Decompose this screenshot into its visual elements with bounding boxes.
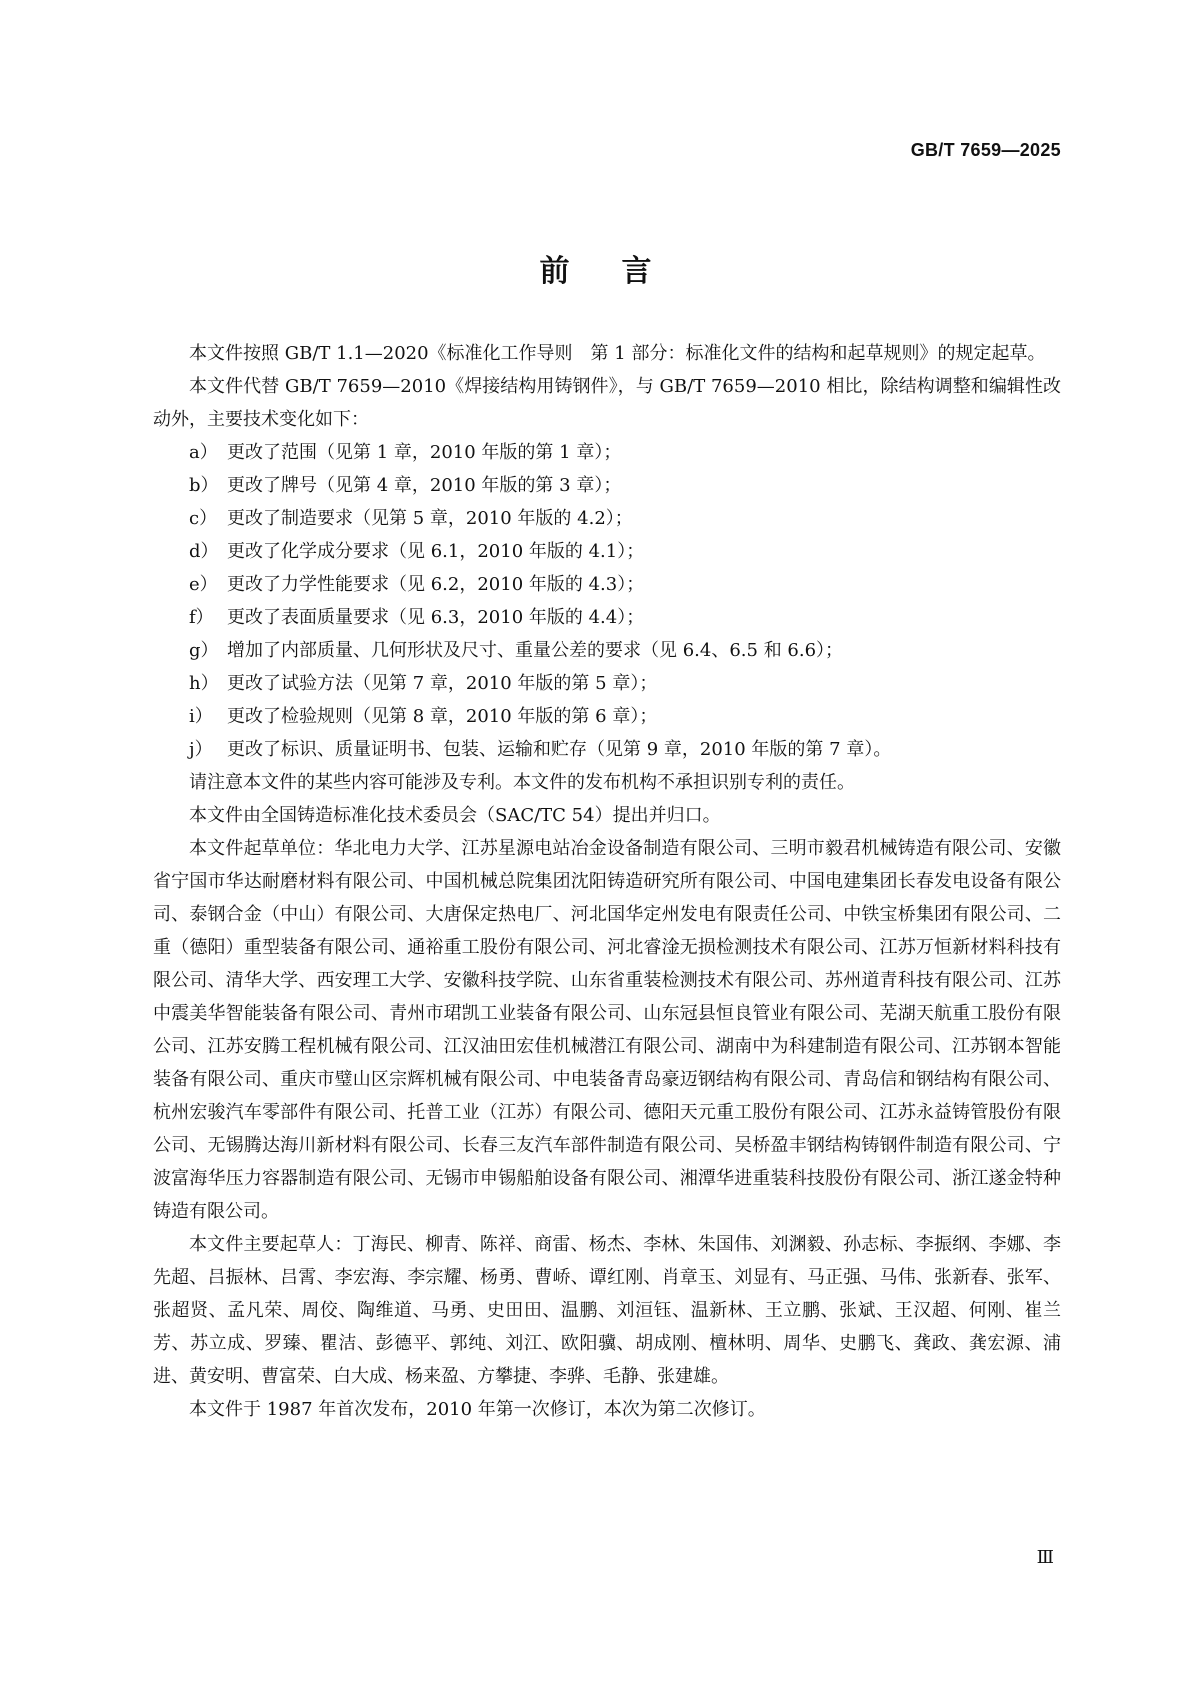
list-item-text: 更改了标识、质量证明书、包装、运输和贮存（见第 9 章，2010 年版的第 7 章）。 bbox=[227, 739, 892, 760]
intro-paragraph: 本文件按照 GB/T 1.1—2020《标准化工作导则 第 1 部分：标准化文件的结构和起草规则》的规定起草。 bbox=[189, 343, 1046, 364]
list-item bbox=[153, 601, 1061, 634]
list-item-text: 更改了检验规则（见第 8 章，2010 年版的第 6 章）； bbox=[227, 706, 658, 727]
document-body bbox=[153, 337, 1061, 1426]
patent-notice-paragraph: 请注意本文件的某些内容可能涉及专利。本文件的发布机构不承担识别专利的责任。 bbox=[189, 772, 855, 793]
list-marker: f） bbox=[189, 607, 214, 628]
drafters-paragraph: 本文件主要起草人：丁海民、柳青、陈祥、商雷、杨杰、李林、朱国伟、刘渊毅、孙志标、李振纲、李娜、李先超、吕振林、吕霄、李宏海、李宗耀、杨勇、曹峤、谭红刚、肖章玉、刘显有、马正强、马伟、张新春、张军、张超贤、孟凡荣、周佼、陶维道、马勇、史田田、温鹏、刘洹钰、温新林、王立鹏、张斌、王汉超、何刚、崔兰芳、苏立成、罗臻、瞿洁、彭德平、郭纯、刘江、欧阳骥、胡成刚、檀林明、周华、史鹏飞、龚政、龚宏源、浦进、黄安明、曹富荣、白大成、杨来盈、方攀捷、李骅、毛静、张建雄。 bbox=[153, 1234, 1061, 1387]
list-item bbox=[153, 634, 1061, 667]
list-item-text: 增加了内部质量、几何形状及尺寸、重量公差的要求（见 6.4、6.5 和 6.6）； bbox=[227, 640, 844, 661]
list-item-text: 更改了范围（见第 1 章，2010 年版的第 1 章）； bbox=[227, 442, 622, 463]
list-marker: d） bbox=[189, 541, 219, 562]
list-item-text: 更改了表面质量要求（见 6.3，2010 年版的 4.4）； bbox=[227, 607, 645, 628]
list-item bbox=[153, 436, 1061, 469]
list-marker: c） bbox=[189, 508, 218, 529]
list-marker: e） bbox=[189, 574, 218, 595]
list-marker: a） bbox=[189, 442, 218, 463]
list-marker: b） bbox=[189, 475, 219, 496]
list-item-text: 更改了牌号（见第 4 章，2010 年版的第 3 章）； bbox=[227, 475, 622, 496]
list-item bbox=[153, 502, 1061, 535]
list-marker: g） bbox=[189, 640, 219, 661]
document-code: GB/T 7659—2025 bbox=[910, 140, 1061, 160]
changes-list bbox=[153, 436, 1061, 766]
list-item-text: 更改了制造要求（见第 5 章，2010 年版的 4.2）； bbox=[227, 508, 633, 529]
list-item bbox=[153, 568, 1061, 601]
list-item bbox=[153, 667, 1061, 700]
drafting-units-paragraph: 本文件起草单位：华北电力大学、江苏星源电站冶金设备制造有限公司、三明市毅君机械铸造有限公司、安徽省宁国市华达耐磨材料有限公司、中国机械总院集团沈阳铸造研究所有限公司、中国电建集团长春发电设备有限公司、泰钢合金（中山）有限公司、大唐保定热电厂、河北国华定州发电有限责任公司、中铁宝桥集团有限公司、二重（德阳）重型装备有限公司、通裕重工股份有限公司、河北睿淦无损检测技术有限公司、江苏万恒新材料科技有限公司、清华大学、西安理工大学、安徽科技学院、山东省重装检测技术有限公司、苏州道青科技有限公司、江苏中震美华智能装备有限公司、青州市珺凯工业装备有限公司、山东冠县恒良管业有限公司、芜湖天航重工股份有限公司、江苏安腾工程机械有限公司、江汉油田宏佳机械潜江有限公司、湖南中为科建制造有限公司、江苏钢本智能装备有限公司、重庆市璧山区宗辉机械有限公司、中电装备青岛豪迈钢结构有限公司、青岛信和钢结构有限公司、杭州宏骏汽车零部件有限公司、托普工业（江苏）有限公司、德阳天元重工股份有限公司、江苏永益铸管股份有限公司、无锡腾达海川新材料有限公司、长春三友汽车部件制造有限公司、吴桥盈丰钢结构铸钢件制造有限公司、宁波富海华压力容器制造有限公司、无锡市申锡船舶设备有限公司、湘潭华进重装科技股份有限公司、浙江遂金特种铸造有限公司。 bbox=[153, 838, 1061, 1222]
list-marker: h） bbox=[189, 673, 219, 694]
page-title: 前言 bbox=[539, 254, 704, 289]
list-item-text: 更改了试验方法（见第 7 章，2010 年版的第 5 章）； bbox=[227, 673, 658, 694]
list-item-text: 更改了力学性能要求（见 6.2，2010 年版的 4.3）； bbox=[227, 574, 645, 595]
list-item-text: 更改了化学成分要求（见 6.1，2010 年版的 4.1）； bbox=[227, 541, 645, 562]
list-marker: i） bbox=[189, 706, 213, 727]
list-marker: j） bbox=[189, 739, 213, 760]
list-item bbox=[153, 700, 1061, 733]
committee-paragraph: 本文件由全国铸造标准化技术委员会（SAC/TC 54）提出并归口。 bbox=[189, 805, 721, 826]
list-item bbox=[153, 469, 1061, 502]
history-paragraph: 本文件于 1987 年首次发布，2010 年第一次修订，本次为第二次修订。 bbox=[189, 1399, 766, 1420]
intro-paragraph: 本文件代替 GB/T 7659—2010《焊接结构用铸钢件》，与 GB/T 7659—2010 相比，除结构调整和编辑性改动外，主要技术变化如下： bbox=[153, 376, 1061, 430]
list-item bbox=[153, 535, 1061, 568]
list-item bbox=[153, 733, 1061, 766]
page-number: Ⅲ bbox=[1036, 1547, 1054, 1568]
